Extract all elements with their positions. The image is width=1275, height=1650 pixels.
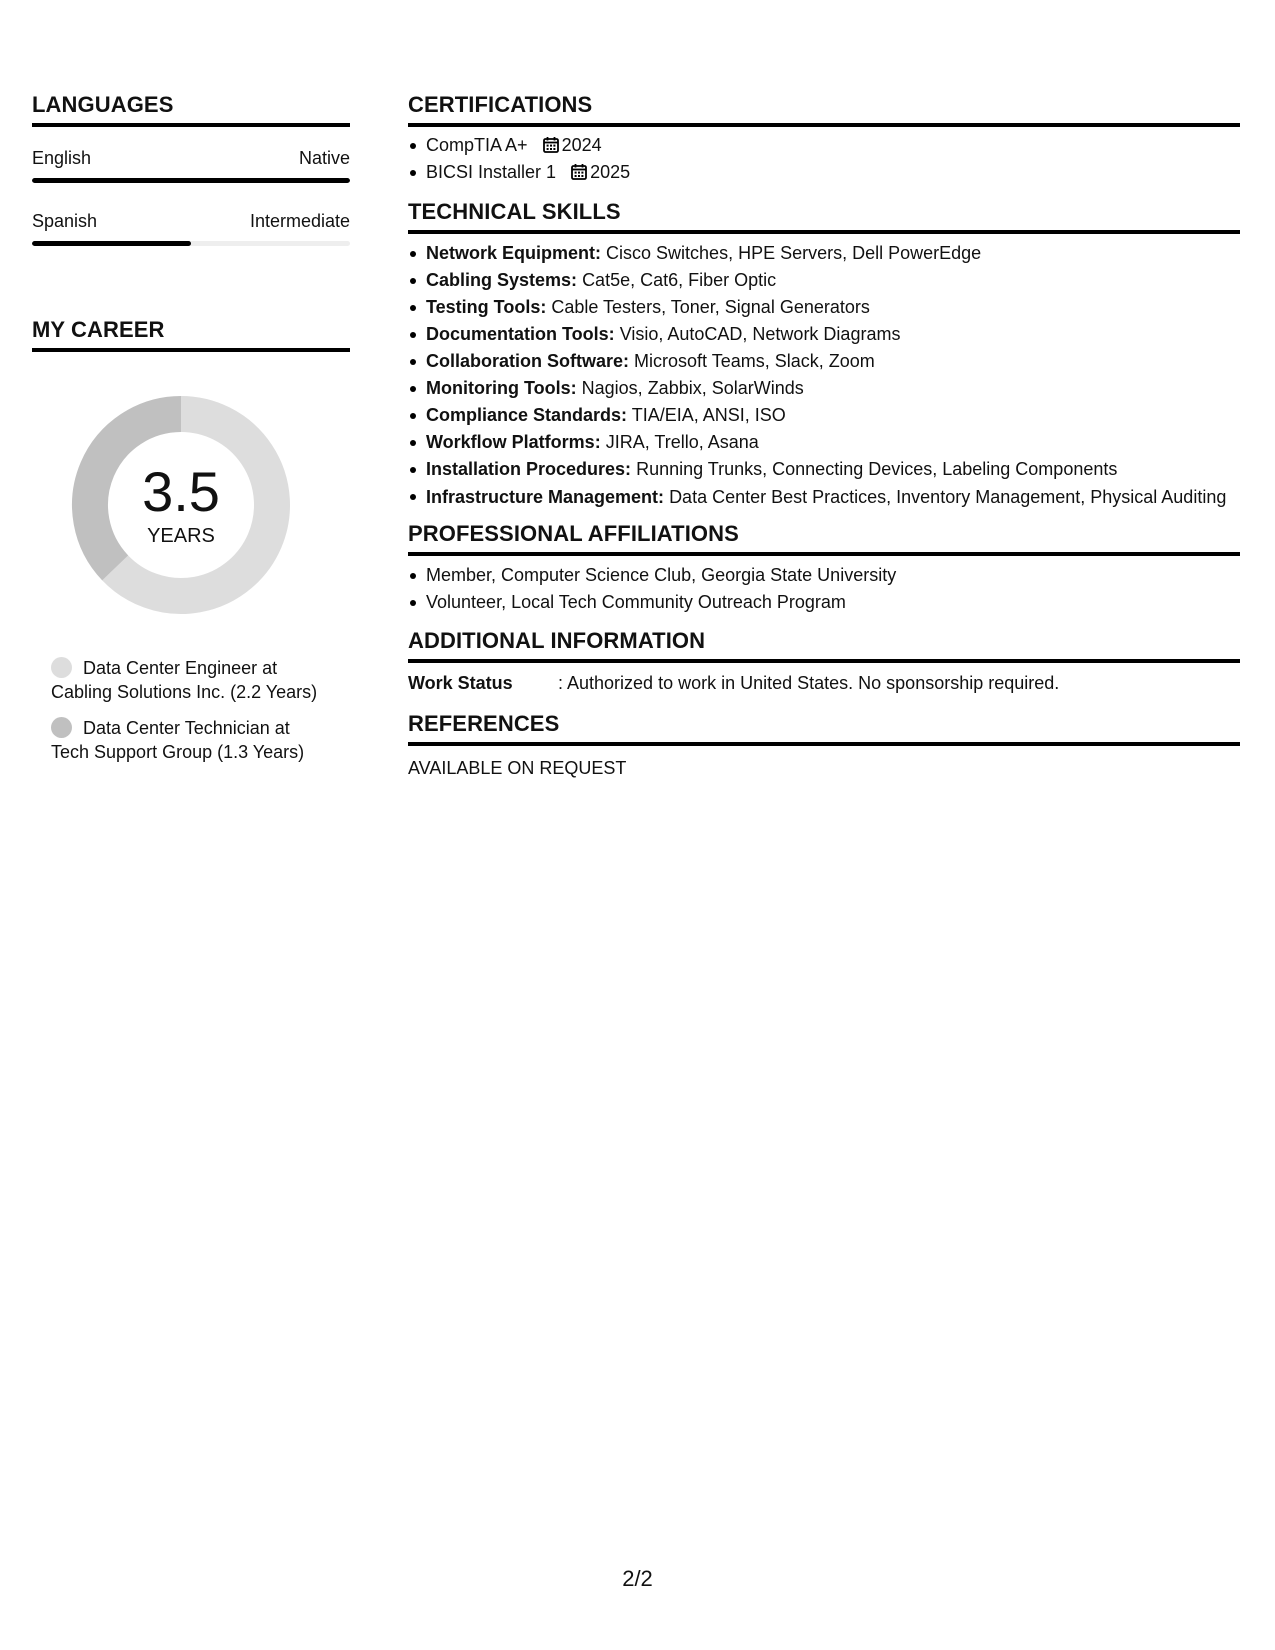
language-item-spanish — [32, 210, 350, 246]
skill-item — [426, 483, 1240, 509]
certification-year: 2025 — [590, 162, 631, 182]
skill-item — [426, 321, 1240, 348]
skill-item — [426, 375, 1240, 402]
skill-item — [426, 294, 1240, 321]
skill-item — [426, 429, 1240, 456]
affiliations-title: PROFESSIONAL AFFILIATIONS — [408, 521, 1240, 556]
work-status-row — [408, 671, 1240, 695]
certification-item — [426, 159, 1240, 186]
skill-category: Compliance Standards: — [426, 405, 628, 425]
skill-values: Visio, AutoCAD, Network Diagrams — [619, 324, 901, 344]
languages-title: LANGUAGES — [32, 92, 350, 127]
skill-item — [426, 456, 1240, 483]
skill-category: Workflow Platforms: — [426, 432, 601, 452]
affiliation-item: Member, Computer Science Club, Georgia State University — [426, 562, 1240, 589]
language-item-english — [32, 147, 350, 183]
skill-values: Cable Testers, Toner, Signal Generators — [551, 297, 870, 317]
language-level: Intermediate — [249, 211, 350, 231]
skill-category: Installation Procedures: — [426, 459, 632, 479]
affiliation-item: Volunteer, Local Tech Community Outreach Program — [426, 589, 1240, 616]
career-total-value: 3.5 — [142, 460, 220, 523]
skill-values: Data Center Best Practices, Inventory Management, Physical Auditing — [669, 487, 1227, 507]
technical-skills-list — [408, 240, 1240, 509]
language-level: Native — [298, 148, 350, 168]
skill-values: TIA/EIA, ANSI, ISO — [631, 405, 786, 425]
career-legend-dot — [51, 717, 72, 738]
skill-category: Network Equipment: — [426, 243, 602, 263]
career-total — [66, 460, 296, 548]
skill-category: Cabling Systems: — [426, 270, 578, 290]
career-donut-chart — [66, 390, 296, 620]
language-proficiency-bar — [32, 178, 350, 183]
references-title: REFERENCES — [408, 711, 1240, 746]
language-proficiency-bar — [32, 241, 350, 246]
skill-values: Cat5e, Cat6, Fiber Optic — [582, 270, 777, 290]
skill-category: Infrastructure Management: — [426, 487, 665, 507]
certification-item — [426, 132, 1240, 159]
references-text: AVAILABLE ON REQUEST — [408, 758, 627, 778]
skill-category: Documentation Tools: — [426, 324, 615, 344]
career-entry-engineer — [51, 656, 321, 704]
skill-values: Cisco Switches, HPE Servers, Dell PowerEdge — [606, 243, 982, 263]
skill-item — [426, 402, 1240, 429]
calendar-icon — [543, 136, 559, 153]
left-column — [32, 92, 350, 764]
career-entry-technician — [51, 716, 321, 764]
skill-category: Collaboration Software: — [426, 351, 630, 371]
language-proficiency-fill — [32, 178, 350, 183]
skill-category: Monitoring Tools: — [426, 378, 577, 398]
language-name: English — [32, 148, 92, 168]
skill-values: Microsoft Teams, Slack, Zoom — [634, 351, 875, 371]
page-number: 2/2 — [622, 1566, 653, 1591]
certification-name: BICSI Installer 1 — [426, 162, 557, 182]
certification-year: 2024 — [561, 135, 602, 155]
certifications-list — [408, 132, 1240, 186]
skill-values: Running Trunks, Connecting Devices, Labeling Components — [636, 459, 1118, 479]
career-total-unit: YEARS — [147, 525, 215, 547]
skill-item — [426, 348, 1240, 375]
career-entry-label: Data Center Engineer at Cabling Solutions Inc. (2.2 Years) — [51, 658, 318, 702]
career-legend-dot — [51, 657, 72, 678]
language-name: Spanish — [32, 211, 98, 231]
additional-info-title: ADDITIONAL INFORMATION — [408, 628, 1240, 663]
skill-values: JIRA, Trello, Asana — [605, 432, 759, 452]
career-entry-label: Data Center Technician at Tech Support Group (1.3 Years) — [51, 718, 305, 762]
technical-skills-title: TECHNICAL SKILLS — [408, 199, 1240, 234]
certification-name: CompTIA A+ — [426, 135, 528, 155]
skill-category: Testing Tools: — [426, 297, 547, 317]
work-status-value: : Authorized to work in United States. No sponsorship required. — [558, 673, 1060, 693]
skill-values: Nagios, Zabbix, SolarWinds — [581, 378, 804, 398]
work-status-label: Work Status — [408, 673, 513, 693]
affiliations-list — [408, 562, 1240, 616]
certifications-title: CERTIFICATIONS — [408, 92, 1240, 127]
calendar-icon — [571, 163, 587, 180]
career-title: MY CAREER — [32, 317, 350, 352]
skill-item — [426, 267, 1240, 294]
skill-item — [426, 240, 1240, 267]
language-proficiency-fill — [32, 241, 191, 246]
right-column — [408, 92, 1240, 780]
